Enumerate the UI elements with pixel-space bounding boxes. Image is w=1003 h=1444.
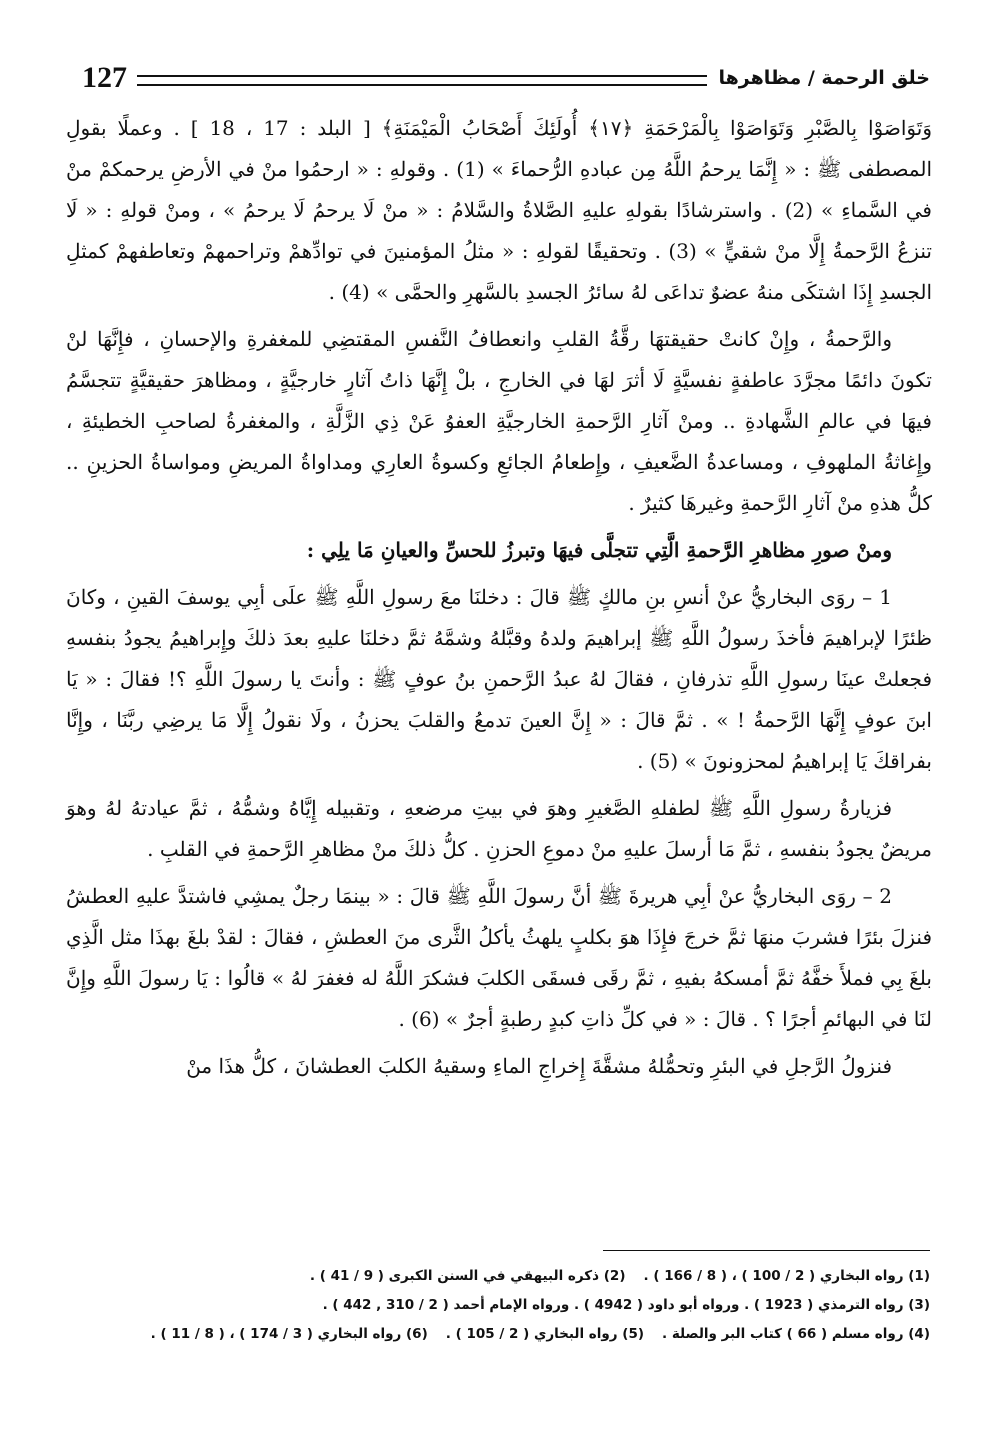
footnote-line [70, 1262, 930, 1291]
footnote-5: (5) رواه البخاري ( 2 / 105 ) . [445, 1326, 645, 1342]
footnote-divider [603, 1250, 930, 1251]
body-text [66, 108, 932, 1093]
footnote-line [70, 1291, 930, 1320]
paragraph: وَتَوَاصَوْا بِالصَّبْرِ وَتَوَاصَوْا بِالْمَرْحَمَةِ ﴿١٧﴾ أُولَئِكَ أَصْحَابُ الْمَيْمَنَةِ﴾ [ البلد : 17 ، 18 ] . وعملًا بقولِ المصطفى ﷺ : « إِنَّمَا يرحمُ اللَّهُ مِن عبادهِ الرُّحماءَ » (1) . وقولهِ : « ارحمُوا منْ في الأرضِ يرحمكمْ منْ في السَّماءِ » (2) . واسترشادًا بقولهِ عليهِ الصَّلاةُ والسَّلامُ : « منْ لَا يرحمُ لَا يرحمُ » ، ومنْ قولهِ : « لَا تنزعُ الرَّحمةُ إِلَّا منْ شقيٍّ » (3) . وتحقيقًا لقولهِ : « مثلُ المؤمنينَ في توادِّهمْ وتراحمهمْ وتعاطفهمْ كمثلِ الجسدِ إِذَا اشتكَى منهُ عضوٌ تداعَى لهُ سائرُ الجسدِ بالسَّهرِ والحمَّى » (4) . [66, 116, 932, 304]
footnote-3: (3) رواه الترمذي ( 1923 ) . ورواه أبو داود ( 4942 ) . ورواه الإمام أحمد ( 2 / 310 , 442 ) . [322, 1297, 930, 1313]
footnote-2: (2) ذكره البيهقي في السنن الكبرى ( 9 / 41 ) . [309, 1268, 626, 1284]
footnote-4: (4) رواه مسلم ( 66 ) كتاب البر والصلة . [662, 1326, 930, 1342]
paragraph: والرَّحمةُ ، وإِنْ كانتْ حقيقتهَا رقَّةُ القلبِ وانعطافُ النَّفسِ المقتضِي للمغفرةِ والإحسانِ ، فإِنَّهَا لنْ تكونَ دائمًا مجرَّدَ عاطفةٍ نفسيَّةٍ لَا أثرَ لهَا في الخارجِ ، بلْ إِنَّهَا ذاتُ آثارٍ خارجيَّةٍ ، ومظاهرَ حقيقيَّةٍ تتجسَّمُ فيهَا في عالمِ الشَّهادةِ .. ومنْ آثارِ الرَّحمةِ الخارجيَّةِ العفوُ عَنْ ذِي الزَّلَّةِ ، والمغفرةُ لصاحبِ الخطيئةِ ، وإِغاثةُ الملهوفِ ، ومساعدةُ الضَّعيفِ ، وإِطعامُ الجائعِ وكسوةُ العارِي ومداواةُ المريضِ ومواساةُ الحزينِ .. كلُّ هذهِ منْ آثارِ الرَّحمةِ وغيرهَا كثيرٌ . [66, 327, 932, 515]
paragraph: فزيارةُ رسولِ اللَّهِ ﷺ لطفلهِ الصَّغيرِ وهوَ في بيتِ مرضعهِ ، وتقبيله إِيَّاهُ وشمُّهُ ، ثمَّ عيادتهُ لهُ وهوَ مريضٌ يجودُ بنفسهِ ، ثمَّ مَا أرسلَ عليهِ منْ دموعِ الحزنِ . كلُّ ذلكَ منْ مظاهرِ الرَّحمةِ في القلبِ . [66, 796, 932, 861]
footnote-1: (1) رواه البخاري ( 2 / 100 ) ، ( 8 / 166 ) . [643, 1268, 930, 1284]
footnote-line [70, 1320, 930, 1349]
hadith-paragraph-1: 1 – روَى البخاريُّ عنْ أنسِ بنِ مالكٍ ﷺ قالَ : دخلنَا معَ رسولِ اللَّهِ ﷺ علَى أبِي يوسفَ القينِ ، وكانَ ظئرًا لإبراهيمَ فأخذَ رسولُ اللَّهِ ﷺ إبراهيمَ ولدهُ وقبَّلهُ وشمَّهُ ثمَّ دخلنَا عليهِ بعدَ ذلكَ وإِبراهيمُ يجودُ بنفسهِ فجعلتْ عينَا رسولِ اللَّهِ تذرفانِ ، فقالَ لهُ عبدُ الرَّحمنِ بنُ عوفٍ ﷺ : وأنتَ يا رسولَ اللَّهِ ؟! فقالَ : « يَا ابنَ عوفٍ إِنَّهَا الرَّحمةُ ! » . ثمَّ قالَ : « إِنَّ العينَ تدمعُ والقلبَ يحزنُ ، ولَا نقولُ إِلَّا مَا يرضِي ربَّنَا ، وإِنَّا بفراقكَ يَا إبراهيمُ لمحزونونَ » (5) . [66, 585, 932, 773]
page-number: 127 [82, 61, 127, 94]
footnote-6: (6) رواه البخاري ( 3 / 174 ) ، ( 8 / 11 ) . [150, 1326, 428, 1342]
section-intro: ومنْ صورِ مظاهرِ الرَّحمةِ الَّتِي تتجلَّى فيهَا وتبرزُ للحسِّ والعيانِ مَا يلِي : [306, 538, 892, 562]
running-title: خلق الرحمة / مظاهرها [718, 67, 930, 89]
page-header [82, 58, 930, 98]
hadith-paragraph-2: 2 – روَى البخاريُّ عنْ أبِي هريرةَ ﷺ أنَّ رسولَ اللَّهِ ﷺ قالَ : « بينمَا رجلٌ يمشِي فاشتدَّ عليهِ العطشُ فنزلَ بئرًا فشربَ منهَا ثمَّ خرجَ فإِذَا هوَ بكلبٍ يلهثُ يأكلُ الثَّرى منَ العطشِ ، فقالَ : لقدْ بلغَ بهذَا مثل الَّذِي بلغَ بِي فملأَ خفَّهُ ثمَّ أمسكهُ بفيهِ ، ثمَّ رقَى فسقَى الكلبَ فشكرَ اللَّهُ له فغفرَ لهُ » قالُوا : يَا رسولَ اللَّهِ وإِنَّ لنَا في البهائمِ أجرًا ؟ . قالَ : « في كلِّ ذاتِ كبدٍ رطبةٍ أجرٌ » (6) . [66, 884, 933, 1031]
paragraph: فنزولُ الرَّجلِ في البئرِ وتحمُّلهُ مشقَّةَ إِخراجِ الماءِ وسقيهُ الكلبَ العطشانَ ، كلُّ هذَا منْ [186, 1054, 892, 1078]
footnotes [70, 1262, 930, 1349]
header-double-rule [137, 75, 707, 86]
